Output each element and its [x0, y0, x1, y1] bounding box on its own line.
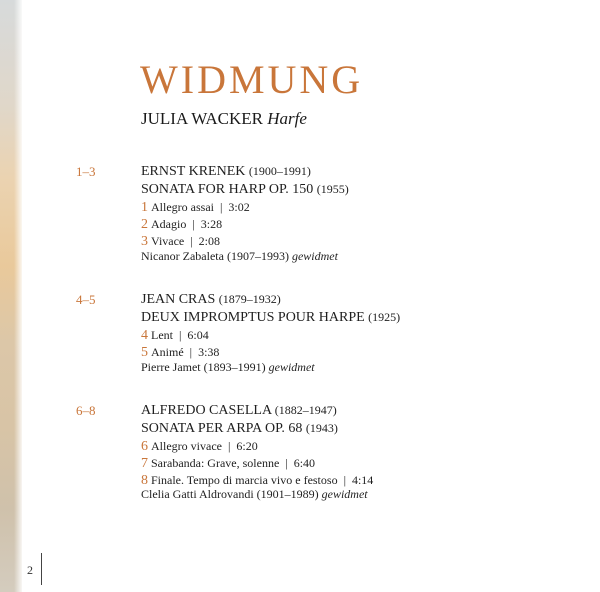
composer-dates: (1879–1932) — [218, 292, 281, 306]
movement-line: 5 Animé | 3:38 — [141, 345, 220, 360]
composer-name: ERNST KRENEK — [141, 164, 246, 179]
composer-dates: (1882–1947) — [274, 403, 337, 417]
movement-title: Vivace — [151, 234, 185, 248]
work-line — [141, 310, 400, 326]
movement-line: 8 Finale. Tempo di marcia vivo e festoso | 4:14 — [141, 473, 374, 488]
decorative-edge-strip — [0, 0, 22, 592]
movement-line: 4 Lent | 6:04 — [141, 328, 209, 343]
movement-number: 3 — [141, 234, 148, 249]
dedicatee: Pierre Jamet (1893–1991) — [141, 360, 266, 374]
movement-number: 7 — [141, 456, 148, 471]
dedication-line — [141, 249, 338, 264]
movement-line: 1 Allegro assai | 3:02 — [141, 200, 250, 215]
movement-title: Sarabanda: Grave, solenne — [151, 456, 280, 470]
movement-number: 8 — [141, 473, 148, 488]
composer-dates: (1900–1991) — [248, 164, 311, 178]
composer-line — [141, 403, 337, 419]
composer-name: JEAN CRAS — [141, 292, 216, 307]
work-year: (1955) — [316, 182, 349, 196]
dedication-word: gewidmet — [268, 360, 315, 374]
track-range: 1–3 — [76, 164, 96, 179]
movement-duration: 3:38 — [198, 345, 220, 359]
movement-line: 7 Sarabanda: Grave, solenne | 6:40 — [141, 456, 316, 471]
movement-line: 6 Allegro vivace | 6:20 — [141, 439, 258, 454]
dedication-line — [141, 360, 315, 375]
work-line — [141, 182, 349, 198]
composer-line — [141, 164, 311, 180]
movement-duration: 3:28 — [200, 217, 223, 231]
movement-title: Animé — [151, 345, 184, 359]
dedication-line — [141, 487, 368, 502]
track-range: 4–5 — [76, 292, 96, 307]
movement-line: 3 Vivace | 2:08 — [141, 234, 221, 249]
work-year: (1925) — [368, 310, 401, 324]
movement-number: 5 — [141, 345, 148, 360]
page-number-rule — [41, 553, 42, 585]
artist-line — [141, 109, 307, 129]
movement-number: 6 — [141, 439, 148, 454]
dedication-word: gewidmet — [321, 487, 368, 501]
movement-duration: 6:04 — [187, 328, 209, 342]
movement-duration: 6:40 — [293, 456, 316, 470]
work-year: (1943) — [305, 421, 338, 435]
page-number: 2 — [27, 563, 33, 577]
movement-title: Finale. Tempo di marcia vivo e festoso — [151, 473, 338, 487]
page-title: WIDMUNG — [140, 57, 364, 102]
movement-number: 2 — [141, 217, 148, 232]
work-title: DEUX IMPROMPTUS POUR HARPE — [141, 310, 365, 325]
movement-number: 1 — [141, 200, 148, 215]
dedication-word: gewidmet — [291, 249, 338, 263]
movement-title: Lent — [151, 328, 173, 342]
movement-title: Adagio — [151, 217, 187, 231]
movement-duration: 6:20 — [236, 439, 258, 453]
artist-name: JULIA WACKER — [141, 109, 263, 128]
movement-duration: 4:14 — [351, 473, 374, 487]
composer-name: ALFREDO CASELLA — [141, 403, 272, 418]
dedicatee: Clelia Gatti Aldrovandi (1901–1989) — [141, 487, 319, 501]
work-line — [141, 421, 338, 437]
dedicatee: Nicanor Zabaleta (1907–1993) — [141, 249, 289, 263]
composer-line — [141, 292, 281, 308]
movement-number: 4 — [141, 328, 148, 343]
movement-title: Allegro vivace — [151, 439, 222, 453]
movement-duration: 2:08 — [198, 234, 221, 248]
movement-title: Allegro assai — [151, 200, 214, 214]
artist-instrument: Harfe — [267, 109, 307, 128]
track-range: 6–8 — [76, 403, 96, 418]
movement-line: 2 Adagio | 3:28 — [141, 217, 223, 232]
work-title: SONATA PER ARPA OP. 68 — [141, 421, 303, 436]
movement-duration: 3:02 — [228, 200, 250, 214]
work-title: SONATA FOR HARP OP. 150 — [141, 182, 314, 197]
